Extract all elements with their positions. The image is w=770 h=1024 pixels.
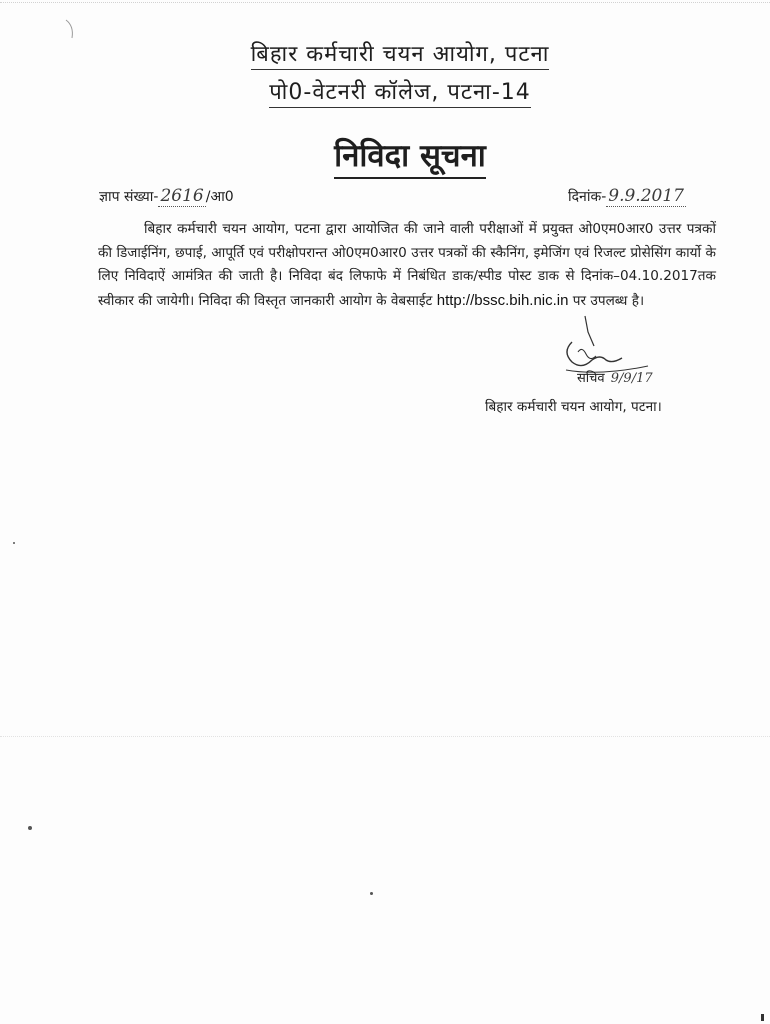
scan-speck (13, 542, 15, 544)
signature-handwritten-date: 9/9/17 (610, 371, 653, 386)
notice-body (98, 218, 716, 313)
notice-title-row (0, 134, 770, 176)
scan-speck (28, 826, 32, 830)
scan-speck (370, 892, 373, 895)
signatory-organization: बिहार कर्मचारी चयन आयोग, पटना। (485, 399, 662, 415)
reference-number-handwritten: 2616 (160, 186, 204, 206)
notice-title: निविदा सूचना (334, 138, 486, 179)
organization-address: पो0-वेटनरी कॉलेज, पटना-14 (269, 80, 531, 108)
scan-artifact-line (0, 736, 770, 737)
signature-designation-row (577, 368, 655, 386)
reference-label: ज्ञाप संख्या- (99, 189, 159, 205)
organization-header (120, 38, 680, 68)
notice-body-text: बिहार कर्मचारी चयन आयोग, पटना द्वारा आयोजित की जाने वाली परीक्षाओं में प्रयुक्त ओ0एम0आर0 उत्तर पत्रकों की डिजाईनिंग, छपाई, आपूर्ति एवं परीक्षोपरान्त ओ0एम0आर0 उत्तर पत्रकों की स्कैनिंग, इमेजिंग एवं रिजल्ट प्रोसेसिंग कार्यो के लिए निविदाऐं आमंत्रित की जाती है। निविदा बंद लिफाफे में निबंधित डाक/स्पीड पोस्ट डाक से दिनांक–04.10.2017तक स्वीकार की जायेगी। निविदा की विस्तृत जानकारी आयोग के वेबसाईट (98, 221, 716, 309)
signature-designation: सचिव (577, 371, 605, 386)
scan-artifact-line (0, 2, 770, 3)
website-url: http://bssc.bih.nic.in (436, 291, 569, 309)
organization-name: बिहार कर्मचारी चयन आयोग, पटना (251, 42, 550, 70)
date-label: दिनांक- (568, 189, 607, 205)
notice-body-tail: पर उपलब्ध है। (572, 292, 645, 309)
reference-number (99, 186, 234, 206)
reference-suffix: /आ0 (205, 189, 234, 205)
organization-address-row (120, 76, 680, 106)
scan-smudge (62, 18, 82, 40)
date-handwritten: 9.9.2017 (608, 186, 684, 206)
scan-speck (761, 1014, 764, 1021)
reference-date (568, 186, 686, 206)
